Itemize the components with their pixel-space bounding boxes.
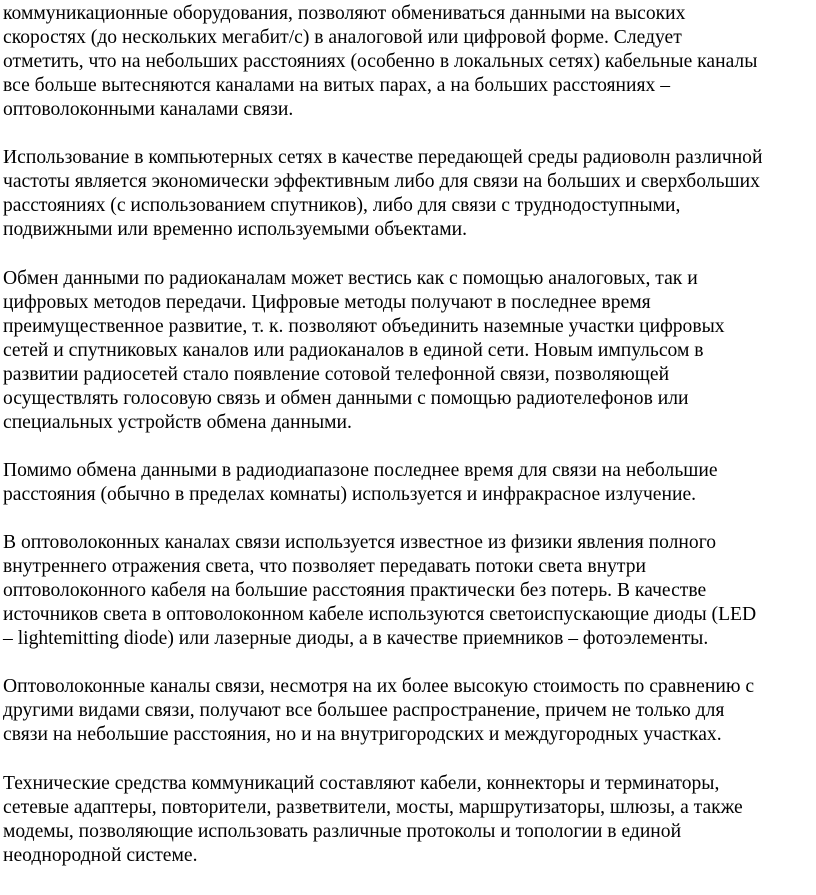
text-line: Использование в компьютерных сетях в качестве передающей среды радиоволн различной xyxy=(3,147,763,169)
paragraph-spacer xyxy=(3,747,815,771)
text-line: Технические средства коммуникаций составляют кабели, коннекторы и терминаторы, xyxy=(3,772,720,794)
text-line: скоростях (до нескольких мегабит/с) в аналоговой или цифровой форме. Следует xyxy=(3,27,682,49)
text-line: специальных устройств обмена данными. xyxy=(3,411,352,433)
text-line: связи на небольшие расстояния, но и на внутригородских и междугородных участках. xyxy=(3,724,722,746)
text-line: Помимо обмена данными в радиодиапазоне последнее время для связи на небольшие xyxy=(3,459,718,481)
text-line: Обмен данными по радиоканалам может вестись как с помощью аналоговых, так и xyxy=(3,267,698,289)
text-line: Оптоволоконные каналы связи, несмотря на их более высокую стоимость по сравнению с xyxy=(3,676,755,698)
paragraph-spacer xyxy=(3,122,815,146)
text-line: осуществлять голосовую связь и обмен данными с помощью радиотелефонов или xyxy=(3,387,689,409)
text-line: – lightemitting diode) или лазерные диоды, а в качестве приемников – фотоэлементы. xyxy=(3,628,709,650)
text-line: расстояниях (с использованием спутников), либо для связи с труднодоступными, xyxy=(3,195,681,217)
text-line: отметить, что на небольших расстояниях (особенно в локальных сетях) кабельные каналы xyxy=(3,51,758,73)
paragraph-technical-means xyxy=(3,772,815,868)
text-line: расстояния (обычно в пределах комнаты) используется и инфракрасное излучение. xyxy=(3,483,697,505)
text-line: развитии радиосетей стало появление сотовой телефонной связи, позволяющей xyxy=(3,363,670,385)
text-line: В оптоволоконных каналах связи используется известное из физики явления полного xyxy=(3,532,717,554)
text-line: источников света в оптоволоконном кабеле используются светоиспускающие диоды (LED xyxy=(3,604,757,626)
text-line: оптоволоконного кабеля на большие расстояния практически без потерь. В качестве xyxy=(3,580,707,602)
text-line: цифровых методов передачи. Цифровые методы получают в последнее время xyxy=(3,291,651,313)
paragraph-fiber-optics xyxy=(3,531,815,651)
paragraph-cable-channels xyxy=(3,2,815,122)
paragraph-radio-channels xyxy=(3,267,815,435)
paragraph-spacer xyxy=(3,651,815,675)
document-body xyxy=(3,2,815,868)
paragraph-spacer xyxy=(3,507,815,531)
text-line: сетей и спутниковых каналов или радиоканалов в единой сети. Новым импульсом в xyxy=(3,339,704,361)
text-line: модемы, позволяющие использовать различные протоколы и топологии в единой xyxy=(3,820,682,842)
text-line: неоднородной системе. xyxy=(3,844,198,866)
text-line: оптоволоконными каналами связи. xyxy=(3,99,294,121)
paragraph-infrared xyxy=(3,459,815,507)
text-line: подвижными или временно используемыми объектами. xyxy=(3,219,468,241)
paragraph-spacer xyxy=(3,435,815,459)
text-line: все больше вытесняются каналами на витых парах, а на больших расстояниях – xyxy=(3,75,671,97)
text-line: частоты является экономически эффективным либо для связи на больших и сверхбольших xyxy=(3,171,760,193)
paragraph-radio-waves xyxy=(3,146,815,242)
text-line: коммуникационные оборудования, позволяют обмениваться данными на высоких xyxy=(3,3,686,24)
paragraph-spacer xyxy=(3,242,815,266)
text-line: преимущественное развитие, т. к. позволяют объединить наземные участки цифровых xyxy=(3,315,725,337)
text-line: внутреннего отражения света, что позволяет передавать потоки света внутри xyxy=(3,556,646,578)
paragraph-fiber-adoption xyxy=(3,675,815,747)
text-line: другими видами связи, получают все большее распространение, причем не только для xyxy=(3,700,725,722)
text-line: сетевые адаптеры, повторители, разветвители, мосты, маршрутизаторы, шлюзы, а также xyxy=(3,796,743,818)
